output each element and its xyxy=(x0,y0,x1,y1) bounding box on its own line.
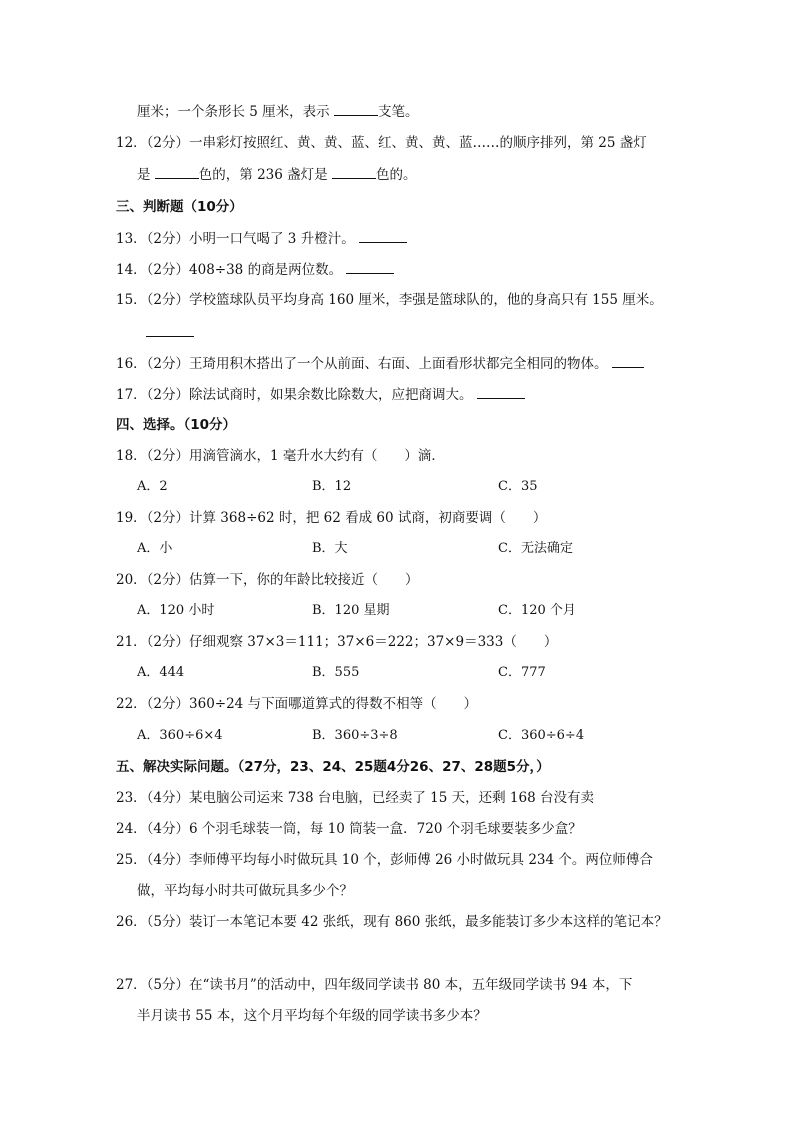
q12-line1: 12．（2分）一串彩灯按照红、黄、黄、蓝、红、黄、黄、蓝……的顺序排列，第 25 盏灯 xyxy=(116,135,647,151)
q26-text: 26．（5分）装订一本笔记本要 42 张纸，现有 860 张纸，最多能装订多少本这样的笔记本？ xyxy=(116,914,668,930)
q21-option-b[interactable]: B．555 xyxy=(312,665,360,680)
answer-blank[interactable] xyxy=(346,259,394,274)
q12-text-c: 色的。 xyxy=(375,167,417,183)
q18-text: 18．（2分）用滴管滴水，1 毫升水大约有（ ）滴． xyxy=(116,448,445,464)
q16-text: 16．（2分）王琦用积木搭出了一个从前面、右面、上面看形状都完全相同的物体。 xyxy=(116,356,612,372)
q20-option-a[interactable]: A．120 小时 xyxy=(137,603,215,618)
q23-text: 23．（4分）某电脑公司运来 738 台电脑，已经卖了 15 天，还剩 168 台没有卖 xyxy=(116,790,594,806)
section-heading-choice: 四、选择。（10分） xyxy=(116,417,237,433)
q22-option-c[interactable]: C．360÷6÷4 xyxy=(498,728,585,743)
q19-text: 19．（2分）计算 368÷62 时，把 62 看成 60 试商，初商要调（ ） xyxy=(116,510,547,526)
q21-option-a[interactable]: A．444 xyxy=(137,665,185,680)
q21-text: 21．（2分）仔细观察 37×3＝111；37×6＝222；37×9＝333（ ） xyxy=(116,634,558,650)
answer-blank[interactable] xyxy=(359,228,407,243)
q18-option-b[interactable]: B．12 xyxy=(312,479,352,494)
q22-option-b[interactable]: B．360÷3÷8 xyxy=(312,728,398,743)
q25-line2: 做，平均每小时共可做玩具多少个？ xyxy=(137,883,353,899)
q14-text: 14．（2分）408÷38 的商是两位数。 xyxy=(116,262,347,278)
answer-blank[interactable] xyxy=(477,384,525,399)
q12-text-b: 色的，第 236 盏灯是 xyxy=(198,167,332,183)
section-heading-problems: 五、解决实际问题。（27分，23、24、25题4分26、27、28题5分，） xyxy=(116,759,550,775)
q25-line1: 25．（4分）李师傅平均每小时做玩具 10 个，彭师傅 26 小时做玩具 234 个。两位师傅合 xyxy=(116,852,653,868)
q13 xyxy=(116,228,407,249)
q13-text: 13．（2分）小明一口气喝了 3 升橙汁。 xyxy=(116,231,359,247)
q19-option-b[interactable]: B．大 xyxy=(312,541,348,556)
q18-option-c[interactable]: C．35 xyxy=(498,479,538,494)
q20-option-c[interactable]: C．120 个月 xyxy=(498,603,576,618)
q19-option-c[interactable]: C．无法确定 xyxy=(498,541,573,556)
q22-text: 22．（2分）360÷24 与下面哪道算式的得数不相等（ ） xyxy=(116,696,478,712)
q21-option-c[interactable]: C．777 xyxy=(498,665,546,680)
q18-option-a[interactable]: A．2 xyxy=(137,479,168,494)
q16 xyxy=(116,353,644,374)
q22-option-a[interactable]: A．360÷6×4 xyxy=(137,728,223,743)
q14 xyxy=(116,259,394,280)
answer-blank[interactable] xyxy=(155,164,199,179)
q27-line1: 27．（5分）在“读书月”的活动中，四年级同学读书 80 本，五年级同学读书 94 本，下 xyxy=(116,977,633,993)
q20-text: 20．（2分）估算一下，你的年龄比较接近（ ） xyxy=(116,572,419,588)
q12-line2 xyxy=(137,164,416,185)
q11-tail xyxy=(137,101,418,122)
q24-text: 24．（4分）6 个羽毛球装一筒，每 10 筒装一盒．720 个羽毛球要装多少盒？ xyxy=(116,821,582,837)
q15-line1: 15．（2分）学校篮球队员平均身高 160 厘米，李强是篮球队的，他的身高只有 155 厘米。 xyxy=(116,292,663,308)
q15-line2 xyxy=(146,322,194,343)
q12-text-a: 是 xyxy=(137,167,155,183)
answer-blank[interactable] xyxy=(612,353,644,368)
answer-blank[interactable] xyxy=(334,101,378,116)
q17 xyxy=(116,384,525,405)
q11-tail-text-a: 厘米；一个条形长 5 厘米，表示 xyxy=(137,104,334,120)
q20-option-b[interactable]: B．120 星期 xyxy=(312,603,390,618)
section-heading-judgment: 三、判断题（10分） xyxy=(116,199,243,215)
answer-blank[interactable] xyxy=(146,322,194,337)
q11-tail-text-b: 支笔。 xyxy=(377,104,419,120)
q19-option-a[interactable]: A．小 xyxy=(137,541,173,556)
q27-line2: 半月读书 55 本，这个月平均每个年级的同学读书多少本？ xyxy=(137,1008,487,1024)
q17-text: 17．（2分）除法试商时，如果余数比除数大，应把商调大。 xyxy=(116,387,477,403)
answer-blank[interactable] xyxy=(332,164,376,179)
